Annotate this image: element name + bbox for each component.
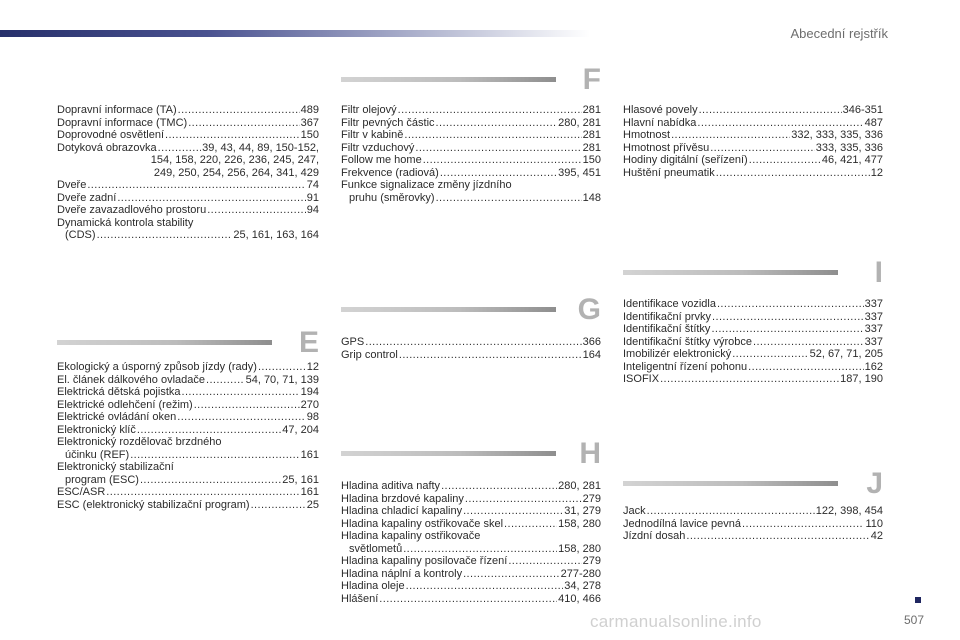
header-gradient-bar (0, 30, 590, 37)
letter-heading: J (866, 467, 883, 500)
index-entry: Dopravní informace (TA) ..... 489 (57, 104, 319, 117)
index-group-i (623, 298, 883, 386)
index-entry: Jack ..... 122, 398, 454 (623, 505, 883, 518)
index-entry: ISOFIX ..... 187, 190 (623, 373, 883, 386)
index-entry: Elektrické odlehčení (režim) ..... 270 (57, 399, 319, 412)
index-entry-heading: Funkce signalizace změny jízdního (341, 179, 512, 191)
letter-divider (57, 340, 272, 345)
index-entry: Jednodílná lavice pevná ..... 110 (623, 518, 883, 531)
index-entry: Identifikace vozidla ..... 337 (623, 298, 883, 311)
index-entry: Hladina kapaliny posilovače řízení ..... 279 (341, 555, 601, 568)
index-entry: ESC (elektronický stabilizační program) ..... 25 (57, 499, 319, 512)
index-entry: El. článek dálkového ovladače ..... 54, 70, 71, 139 (57, 374, 319, 387)
index-group-g (341, 336, 601, 361)
letter-header-g (341, 292, 601, 332)
letter-heading: I (874, 256, 883, 289)
index-entry: Doprovodné osvětlení ..... 150 (57, 129, 319, 142)
index-entry: Jízdní dosah ..... 42 (623, 530, 883, 543)
index-entry: Filtr vzduchový ..... 281 (341, 142, 601, 155)
letter-header-j (623, 466, 883, 506)
index-entry: GPS ..... 366 (341, 336, 601, 349)
index-entry: Grip control ..... 164 (341, 349, 601, 362)
index-entry: program (ESC) ..... 25, 161 (57, 474, 319, 487)
index-entry: Inteligentní řízení pohonu ..... 162 (623, 361, 883, 374)
index-entry: ESC/ASR ..... 161 (57, 486, 319, 499)
letter-heading: E (298, 326, 319, 359)
index-entry: pruhu (směrovky) ..... 148 (341, 192, 601, 205)
letter-header-f (341, 62, 601, 102)
index-continuation: 154, 158, 220, 226, 236, 245, 247, (150, 154, 319, 166)
index-group-d (57, 104, 319, 242)
index-entry: Hlášení ..... 410, 466 (341, 593, 601, 606)
index-entry: Hlasové povely ..... 346-351 (623, 104, 883, 117)
index-entry: Hladina oleje ..... 34, 278 (341, 580, 601, 593)
index-entry: Follow me home ..... 150 (341, 154, 601, 167)
watermark-text: carmanualsonline.info (590, 612, 762, 631)
index-entry: Hladina aditiva nafty ..... 280, 281 (341, 480, 601, 493)
index-entry: Hladina chladicí kapaliny ..... 31, 279 (341, 505, 601, 518)
section-title: Abecední rejstřík (790, 26, 888, 41)
letter-heading: F (582, 63, 601, 96)
letter-divider (623, 481, 838, 486)
index-entry-heading: Hladina kapaliny ostřikovače (341, 530, 481, 542)
index-group-f (341, 104, 601, 204)
page-marker (915, 597, 921, 603)
index-group-h (341, 480, 601, 605)
index-entry: (CDS) ..... 25, 161, 163, 164 (57, 229, 319, 242)
index-entry: Imobilizér elektronický ..... 52, 67, 71, 205 (623, 348, 883, 361)
index-entry-heading: Elektronický rozdělovač brzdného (57, 436, 222, 448)
index-entry-heading: Elektronický stabilizační (57, 461, 174, 473)
letter-divider (341, 77, 556, 82)
index-entry: Dveře zavazadlového prostoru ..... 94 (57, 204, 319, 217)
index-group-e (57, 361, 319, 511)
index-entry: Dveře ..... 74 (57, 179, 319, 192)
index-entry: Huštění pneumatik ..... 12 (623, 167, 883, 180)
index-entry: Dotyková obrazovka ..... 39, 43, 44, 89, 150-152, (57, 142, 319, 155)
index-entry: světlometů ..... 158, 280 (341, 543, 601, 556)
index-entry: Elektrická dětská pojistka ..... 194 (57, 386, 319, 399)
index-entry: Dopravní informace (TMC) ..... 367 (57, 117, 319, 130)
index-entry: Filtr olejový ..... 281 (341, 104, 601, 117)
index-continuation: 249, 250, 254, 256, 264, 341, 429 (153, 166, 319, 179)
index-entry: Ekologický a úsporný způsob jízdy (rady) ..... 12 (57, 361, 319, 374)
letter-divider (341, 451, 556, 456)
letter-header-i (623, 255, 883, 295)
index-entry: Hlavní nabídka ..... 487 (623, 117, 883, 130)
index-entry: Identifikační štítky ..... 337 (623, 323, 883, 336)
letter-divider (341, 307, 556, 312)
index-entry-heading: Dynamická kontrola stability (57, 216, 194, 229)
letter-header-e (57, 325, 319, 365)
index-entry: Filtr v kabině ..... 281 (341, 129, 601, 142)
index-entry: Elektronický klíč ..... 47, 204 (57, 424, 319, 437)
index-group-j (623, 505, 883, 543)
index-entry: Hmotnost ..... 332, 333, 335, 336 (623, 129, 883, 142)
index-entry: Hmotnost přívěsu ..... 333, 335, 336 (623, 142, 883, 155)
index-entry: Dveře zadní ..... 91 (57, 192, 319, 205)
letter-heading: H (579, 437, 601, 470)
index-entry: Filtr pevných částic ..... 280, 281 (341, 117, 601, 130)
index-entry: Elektrické ovládání oken ..... 98 (57, 411, 319, 424)
index-entry: Identifikační prvky ..... 337 (623, 311, 883, 324)
index-entry: účinku (REF) ..... 161 (57, 449, 319, 462)
letter-heading: G (577, 293, 601, 326)
index-group-h-continued (623, 104, 883, 179)
page-number: 507 (903, 613, 924, 627)
index-entry: Identifikační štítky výrobce ..... 337 (623, 336, 883, 349)
index-entry: Hodiny digitální (seřízení) ..... 46, 421, 477 (623, 154, 883, 167)
letter-divider (623, 270, 838, 275)
index-entry: Hladina náplní a kontroly ..... 277-280 (341, 568, 601, 581)
index-entry: Hladina brzdové kapaliny ..... 279 (341, 493, 601, 506)
index-entry: Frekvence (radiová) ..... 395, 451 (341, 167, 601, 180)
letter-header-h (341, 436, 601, 476)
index-entry: Hladina kapaliny ostřikovače skel ..... 158, 280 (341, 518, 601, 531)
